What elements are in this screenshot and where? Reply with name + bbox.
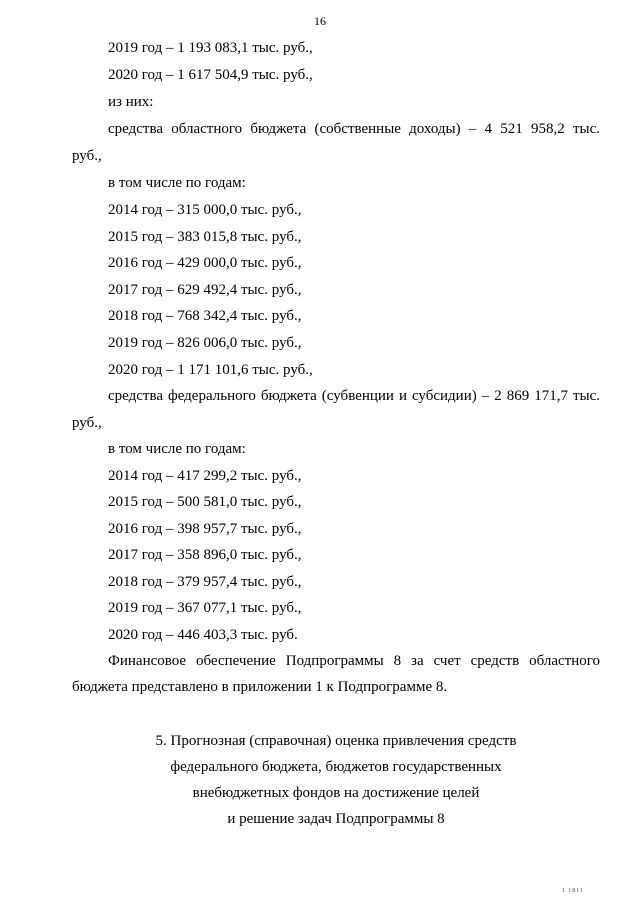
financing-paragraph-line-cont: бюджета представлено в приложении 1 к Подпрограмме 8. — [72, 679, 448, 695]
section-heading-line: федерального бюджета, бюджетов государственных — [170, 759, 502, 775]
regional-year-line: 2014 год – 315 000,0 тыс. руб., — [108, 202, 302, 218]
regional-year-line: 2015 год – 383 015,8 тыс. руб., — [108, 229, 302, 245]
regional-year-line: 2020 год – 1 171 101,6 тыс. руб., — [108, 362, 313, 378]
federal-year-line: 2017 год – 358 896,0 тыс. руб., — [108, 547, 302, 563]
regional-by-years-label: в том числе по годам: — [108, 175, 246, 191]
federal-budget-line-cont: руб., — [72, 415, 102, 431]
federal-year-line: 2016 год – 398 957,7 тыс. руб., — [108, 521, 302, 537]
federal-by-years-label: в том числе по годам: — [108, 441, 246, 457]
footer-mark: 1 1811 — [561, 888, 584, 894]
regional-year-line: 2016 год – 429 000,0 тыс. руб., — [108, 255, 302, 271]
regional-budget-line: средства областного бюджета (собственные доходы) – 4 521 958,2 тыс. — [108, 121, 600, 137]
federal-year-line: 2018 год – 379 957,4 тыс. руб., — [108, 574, 302, 590]
federal-year-line: 2020 год – 446 403,3 тыс. руб. — [108, 627, 298, 643]
federal-budget-line: средства федерального бюджета (субвенции и субсидии) – 2 869 171,7 тыс. — [108, 388, 600, 404]
section-heading-line: и решение задач Подпрограммы 8 — [227, 811, 445, 827]
total-2019-line: 2019 год – 1 193 083,1 тыс. руб., — [108, 40, 313, 56]
regional-budget-line-cont: руб., — [72, 148, 102, 164]
section-heading-line: внебюджетных фондов на достижение целей — [192, 785, 480, 801]
total-2020-line: 2020 год – 1 617 504,9 тыс. руб., — [108, 67, 313, 83]
regional-year-line: 2019 год – 826 006,0 тыс. руб., — [108, 335, 302, 351]
section-heading-line: 5. Прогнозная (справочная) оценка привлечения средств — [155, 733, 517, 749]
federal-year-line: 2015 год – 500 581,0 тыс. руб., — [108, 494, 302, 510]
regional-year-line: 2017 год – 629 492,4 тыс. руб., — [108, 282, 302, 298]
financing-paragraph-line: Финансовое обеспечение Подпрограммы 8 за счет средств областного — [108, 653, 600, 669]
regional-year-line: 2018 год – 768 342,4 тыс. руб., — [108, 308, 302, 324]
federal-year-line: 2019 год – 367 077,1 тыс. руб., — [108, 600, 302, 616]
of-which-line: из них: — [108, 94, 154, 110]
page-number: 16 — [314, 14, 326, 28]
federal-year-line: 2014 год – 417 299,2 тыс. руб., — [108, 468, 302, 484]
